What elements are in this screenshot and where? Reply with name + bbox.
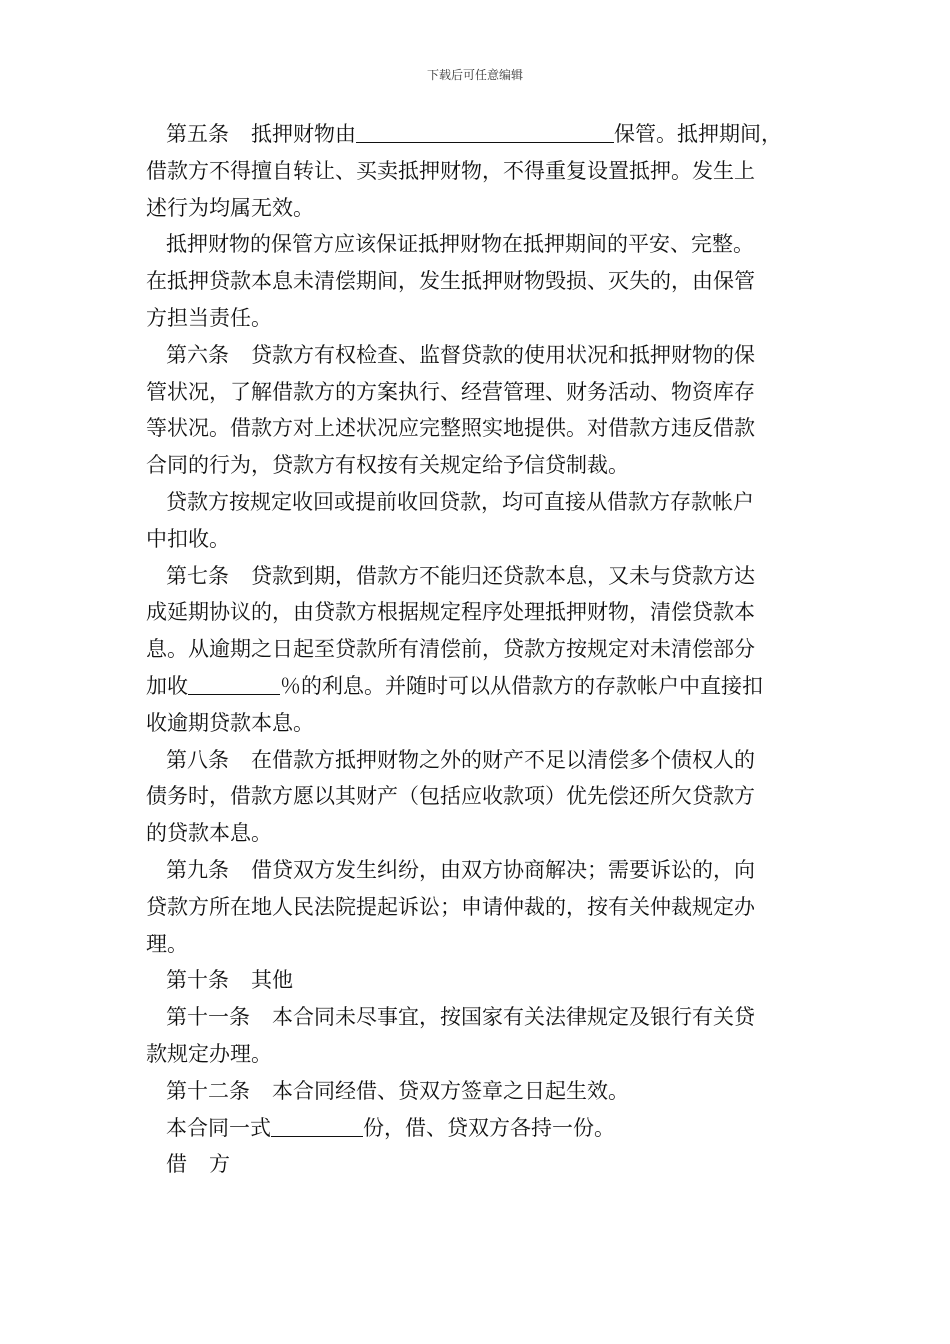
text: 贷款方有权检查、监督贷款的使用状况和抵押财物的保 bbox=[251, 342, 755, 367]
interest-line bbox=[146, 668, 836, 705]
text: 抵押财物由 bbox=[251, 122, 356, 146]
text-line: 收逾期贷款本息。 bbox=[146, 710, 314, 735]
interest-rate-blank[interactable] bbox=[188, 674, 280, 695]
text: 保管。抵押期间， bbox=[614, 122, 782, 146]
copies-blank[interactable] bbox=[271, 1116, 363, 1137]
text-line: 管状况，了解借款方的方案执行、经营管理、财务活动、物资库存 bbox=[146, 379, 755, 404]
text-line: 方担当责任。 bbox=[146, 305, 272, 330]
borrower-signature-label bbox=[146, 1146, 836, 1183]
article-6-line bbox=[146, 337, 836, 374]
text: 借 bbox=[166, 1152, 187, 1177]
article-10-line bbox=[146, 962, 836, 999]
article-number: 第七条 bbox=[166, 563, 229, 588]
text: 借贷双方发生纠纷，由双方协商解决；需要诉讼的，向 bbox=[251, 857, 755, 882]
text-line: 合同的行为，贷款方有权按有关规定给予信贷制裁。 bbox=[146, 453, 629, 478]
article-number: 第十二条 bbox=[166, 1078, 250, 1103]
custodian-blank[interactable] bbox=[356, 122, 614, 143]
text-line: 述行为均属无效。 bbox=[146, 195, 314, 220]
text-line: 在抵押贷款本息未清偿期间，发生抵押财物毁损、灭失的，由保管 bbox=[146, 269, 755, 294]
article-number: 第十一条 bbox=[166, 1005, 250, 1030]
text-line: 债务时，借款方愿以其财产（包括应收款项）优先偿还所欠贷款方 bbox=[146, 784, 755, 809]
article-12-line bbox=[146, 1073, 836, 1110]
text-line: 等状况。借款方对上述状况应完整照实地提供。对借款方违反借款 bbox=[146, 416, 755, 441]
page-header-note: 下载后可任意编辑 bbox=[426, 68, 523, 82]
article-number: 第九条 bbox=[166, 857, 229, 882]
article-number: 第六条 bbox=[166, 342, 229, 367]
text-line: 借款方不得擅自转让、买卖抵押财物，不得重复设置抵押。发生上 bbox=[146, 158, 755, 183]
text: 本合同未尽事宜，按国家有关法律规定及银行有关贷 bbox=[272, 1005, 755, 1030]
text-line: 息。从逾期之日起至贷款所有清偿前，贷款方按规定对未清偿部分 bbox=[146, 637, 755, 662]
article-number: 第五条 bbox=[166, 122, 229, 146]
copies-line bbox=[146, 1110, 836, 1147]
text: 其他 bbox=[251, 968, 293, 993]
text: 贷款到期，借款方不能归还贷款本息，又未与贷款方达 bbox=[251, 563, 755, 588]
article-number: 第八条 bbox=[166, 747, 229, 772]
text: ％的利息。并随时可以从借款方的存款帐户中直接扣 bbox=[280, 673, 763, 698]
text-line: 抵押财物的保管方应该保证抵押财物在抵押期间的平安、完整。 bbox=[166, 232, 754, 257]
text: 份，借、贷双方各持一份。 bbox=[363, 1115, 615, 1140]
contract-body bbox=[146, 116, 836, 1183]
article-number: 第十条 bbox=[166, 968, 229, 993]
text-line: 成延期协议的，由贷款方根据规定程序处理抵押财物，清偿贷款本 bbox=[146, 600, 755, 625]
text-line: 中扣收。 bbox=[146, 526, 230, 551]
text: 本合同一式 bbox=[166, 1115, 271, 1140]
article-7-line bbox=[146, 558, 836, 595]
article-5-line bbox=[146, 116, 836, 153]
article-8-line bbox=[146, 742, 836, 779]
article-9-line bbox=[146, 852, 836, 889]
text-line: 贷款方所在地人民法院提起诉讼；申请仲裁的，按有关仲裁规定办 bbox=[146, 894, 755, 919]
text-line: 贷款方按规定收回或提前收回贷款，均可直接从借款方存款帐户 bbox=[166, 489, 754, 514]
article-11-line bbox=[146, 999, 836, 1036]
text: 本合同经借、贷双方签章之日起生效。 bbox=[272, 1078, 629, 1103]
text: 加收 bbox=[146, 673, 188, 698]
text-line: 款规定办理。 bbox=[146, 1041, 272, 1066]
text: 在借款方抵押财物之外的财产不足以清偿多个债权人的 bbox=[251, 747, 755, 772]
text-line: 的贷款本息。 bbox=[146, 821, 272, 846]
text: 方 bbox=[209, 1152, 230, 1177]
text-line: 理。 bbox=[146, 931, 188, 956]
